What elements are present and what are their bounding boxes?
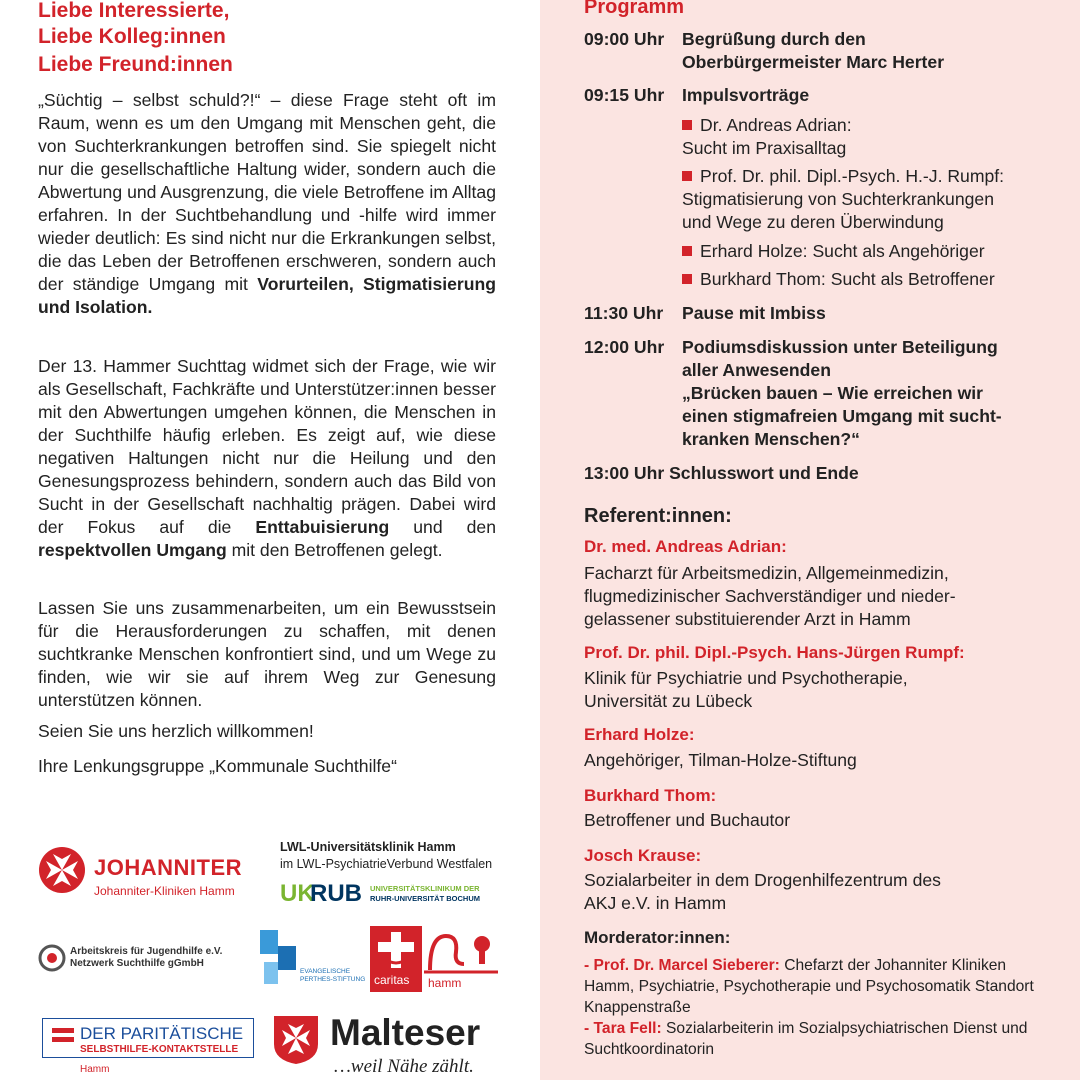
program-welcome-2: Oberbürgermeister Marc Herter — [682, 52, 945, 72]
johanniter-sub: Johanniter-Kliniken Hamm — [94, 884, 235, 898]
caritas-label: caritas — [374, 973, 410, 987]
paritaetische-sub: SELBSTHILFE-KONTAKTSTELLE — [80, 1044, 239, 1055]
uk-mark: UK — [280, 880, 315, 907]
program-title: Programm — [584, 0, 685, 18]
greeting-3: Liebe Freund:innen — [38, 53, 233, 76]
hamm-emblem-icon — [424, 930, 498, 976]
caritas-cross-icon — [370, 928, 422, 972]
bullet-square-icon — [682, 246, 692, 256]
moderator-2: - Tara Fell: Sozialarbeiterin im Sozialpsychiatrischen Dienst und Suchtkoordinatorin — [584, 1020, 1028, 1058]
signature-line: Ihre Lenkungsgruppe „Kommunale Suchthilfe“ — [38, 756, 397, 776]
perthes-line-2: PERTHES-STIFTUNG — [300, 976, 366, 983]
referent-5-name: Josch Krause: — [584, 846, 702, 865]
program-panel-3: „Brücken bauen – Wie erreichen wir — [682, 383, 983, 403]
program-panel-2: aller Anwesenden — [682, 360, 831, 380]
moderator-1: - Prof. Dr. Marcel Sieberer: Chefarzt der Johanniter Kliniken Hamm, Psychiatrie, Psychotherapie und Psychosomatik Standort Knappenstraße — [584, 957, 1034, 1016]
time-1300: 13:00 Uhr Schlusswort und Ende — [584, 463, 859, 483]
program-panel-1: Podiumsdiskussion unter Beteiligung — [682, 337, 998, 357]
referents-title: Referent:innen: — [584, 505, 732, 527]
program-welcome-1: Begrüßung durch den — [682, 29, 866, 49]
paritaetische-bar-1 — [52, 1028, 74, 1033]
rub-mark: RUB — [310, 880, 362, 907]
intro-paragraph-2: Der 13. Hammer Suchttag widmet sich der Frage, wie wir als Gesellschaft, Fachkräfte und Unterstützer:innen besser mit den Abwertungen umgehen können, die Menschen in der Suchthilfe häufig erleben. Es zeigt auf, wie diese negativen Haltungen nicht nur die Heilung und den Genesungsprozess behindern, sondern auch das Bild von Sucht in der Gesellschaft nachhaltig prägen. Dabei wird der Fokus auf die Enttabuisierung und den respektvollen Umgang mit den Betroffenen gelegt. — [38, 356, 496, 560]
akj-line-1: Arbeitskreis für Jugendhilfe e.V. — [70, 946, 223, 957]
akj-line-2: Netzwerk Suchthilfe gGmbH — [70, 958, 204, 969]
malteser-slogan: …weil Nähe zählt. — [334, 1056, 474, 1077]
malteser-name: Malteser — [330, 1012, 481, 1053]
referent-1-name: Dr. med. Andreas Adrian: — [584, 537, 787, 556]
program-break: Pause mit Imbiss — [682, 303, 826, 323]
time-1200: 12:00 Uhr — [584, 337, 665, 357]
perthes-line-1: EVANGELISCHE — [300, 968, 351, 975]
lwl-title: LWL-Universitätsklinik Hamm — [280, 840, 456, 854]
program-talk-2: Prof. Dr. phil. Dipl.-Psych. H.-J. Rumpf: Stigmatisierung von Suchterkrankungen und Wege zu deren Überwindung — [682, 166, 1005, 232]
greeting-2: Liebe Kolleg:innen — [38, 25, 226, 48]
malteser-logo — [272, 1012, 498, 1080]
bullet-square-icon — [682, 171, 692, 181]
malteser-shield-icon — [272, 1014, 320, 1066]
moderators-title: Morderator:innen: — [584, 928, 731, 947]
intro-paragraph-3: Lassen Sie uns zusammenarbeiten, um ein Bewusstsein für die Herausforderungen zu schaffen, mit denen suchtkranke Menschen konfrontiert sind, und um Wege zu finden, wie wir sie auf ihrem Weg zur Genesung unterstützen können. — [38, 598, 496, 710]
johanniter-cross-icon — [38, 846, 86, 894]
referent-5-desc: Sozialarbeiter in dem Drogenhilfezentrum des AKJ e.V. in Hamm — [584, 870, 941, 913]
time-0915: 09:15 Uhr — [584, 85, 665, 105]
rub-sub-2: RUHR-UNIVERSITÄT BOCHUM — [370, 894, 480, 903]
paritaetische-city: Hamm — [80, 1064, 110, 1075]
referent-3-desc: Angehöriger, Tilman-Holze-Stiftung — [584, 750, 857, 770]
bullet-square-icon — [682, 120, 692, 130]
johanniter-logo — [38, 846, 268, 898]
akj-logo — [38, 942, 248, 978]
welcome-line: Seien Sie uns herzlich willkommen! — [38, 721, 314, 741]
referent-2-name: Prof. Dr. phil. Dipl.-Psych. Hans-Jürgen Rumpf: — [584, 643, 965, 662]
paritaetische-name: DER PARITÄTISCHE — [80, 1024, 244, 1043]
perthes-logo — [258, 928, 366, 992]
program-talk-4: Burkhard Thom: Sucht als Betroffener — [682, 268, 1062, 291]
hamm-logo — [424, 930, 498, 992]
hamm-label: hamm — [428, 976, 462, 990]
program-talks: Impulsvorträge — [682, 85, 810, 105]
paritaetische-bar-2 — [52, 1037, 74, 1042]
referent-4-name: Burkhard Thom: — [584, 786, 717, 805]
lwl-logo — [280, 840, 510, 910]
rub-sub-1: UNIVERSITÄTSKLINIKUM DER — [370, 884, 480, 893]
program-talk-3: Erhard Holze: Sucht als Angehöriger — [682, 240, 1062, 263]
greeting-1: Liebe Interessierte, — [38, 0, 230, 22]
lwl-sub: im LWL-PsychiatrieVerbund Westfalen — [280, 857, 493, 871]
time-0900: 09:00 Uhr — [584, 29, 665, 49]
referent-4-desc: Betroffener und Buchautor — [584, 810, 791, 830]
caritas-logo — [370, 926, 422, 992]
program-panel-5: kranken Menschen?“ — [682, 429, 860, 449]
program-panel-4: einen stigmafreien Umgang mit sucht- — [682, 406, 1002, 426]
perthes-emblem-icon — [258, 928, 298, 988]
referent-2-desc: Klinik für Psychiatrie und Psychotherapie, Universität zu Lübeck — [584, 668, 908, 711]
program-talk-1: Dr. Andreas Adrian: Sucht im Praxisalltag — [682, 115, 852, 158]
time-1130: 11:30 Uhr — [584, 303, 664, 323]
bullet-square-icon — [682, 274, 692, 284]
paritaetische-logo — [42, 1016, 262, 1078]
intro-paragraph-1: „Süchtig – selbst schuld?!“ – diese Frage steht oft im Raum, wenn es um den Umgang mit Menschen geht, die von Suchterkrankungen betroffen sind. Sie spiegelt nicht nur die gesellschaftliche Haltung wider, sondern auch die Abwertung und Ausgrenzung, die viele Betroffene im Alltag erfahren. In der Suchtbehandlung und -hilfe wird immer wieder deutlich: Es sind nicht nur die Erkrankungen selbst, die das Leben der Betroffenen erschweren, sondern auch der ständige Umgang mit Vorurteilen, Stigmatisierung und Isolation. — [38, 90, 497, 317]
referent-3-name: Erhard Holze: — [584, 725, 695, 744]
akj-emblem-icon — [38, 944, 66, 972]
johanniter-name: JOHANNITER — [94, 855, 243, 880]
referent-1-desc: Facharzt für Arbeitsmedizin, Allgemeinmedizin, flugmedizinischer Sachverständiger und nieder- gelassener substituierender Arzt in Hamm — [584, 563, 956, 629]
